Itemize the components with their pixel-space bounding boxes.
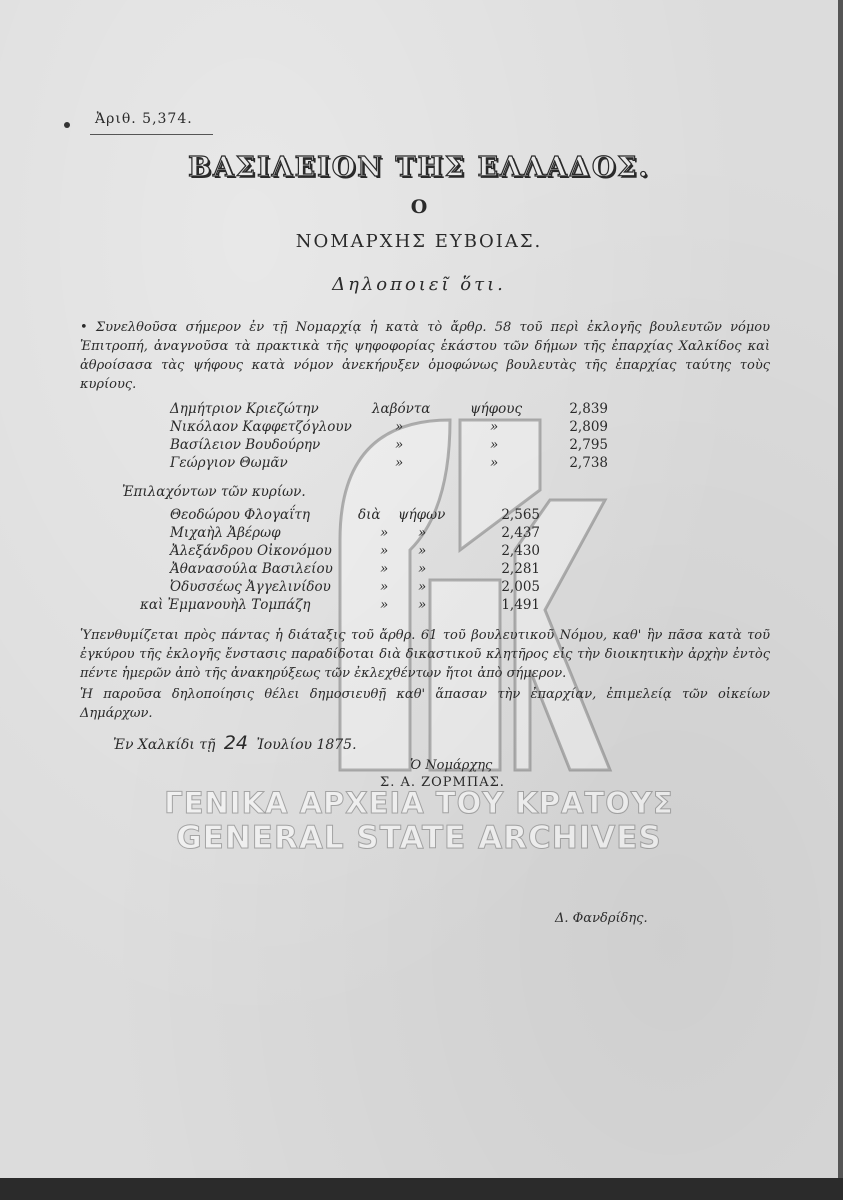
alternate-name: Ἀθανασούλα Βασιλείου: [170, 561, 333, 577]
watermark-english: GENERAL STATE ARCHIVES: [176, 820, 662, 856]
elected-received: »: [395, 419, 404, 435]
alternate-votes-label: »: [418, 543, 427, 559]
alternate-votes-label: ψήφων: [398, 507, 446, 523]
elected-name: Δημήτριον Κριεζώτην: [170, 401, 319, 417]
alternate-by: »: [380, 543, 389, 559]
alternate-votes: 2,437: [501, 525, 540, 541]
signatory-name: Σ. Α. ΖΟΡΜΠΑΣ.: [380, 775, 505, 790]
intro-paragraph: • Συνελθοῦσα σήμερον ἐν τῇ Νομαρχίᾳ ἡ κατὰ τὸ ἄρθρ. 58 τοῦ περὶ ἐκλογῆς βουλευτῶν νόμου Ἐπιτροπή, ἀναγνοῦσα τὰ πρακτικὰ τῆς ψηφοφορίας ἑκάστου τῶν δήμων τῆς ἐπαρχίας Χαλκίδος καὶ ἀθροίσασα τὰς ψήφους κατὰ νόμον ἀνεκήρυξεν ὁμοφώνως βουλευτὰς τῆς ἐπαρχίας ταύτης τοὺς κυρίους.: [80, 320, 770, 392]
alternate-by: »: [380, 579, 389, 595]
printer-name: Δ. Φανδρίδης.: [555, 911, 648, 926]
place-prefix: Ἐν Χαλκίδι τῇ: [113, 737, 216, 753]
bullet-dot: [64, 122, 70, 128]
alternate-votes: 2,430: [501, 543, 540, 559]
alternate-by: »: [380, 525, 389, 541]
alternate-votes: 1,491: [501, 597, 540, 613]
alternate-name: Θεοδώρου Φλογαΐτη: [170, 507, 310, 523]
elected-votes-label: »: [490, 419, 499, 435]
place-suffix: Ἰουλίου 1875.: [256, 737, 357, 753]
alternate-by: »: [380, 597, 389, 613]
alternate-votes-label: »: [418, 561, 427, 577]
place-date: [113, 732, 357, 754]
alternate-votes: 2,281: [501, 561, 540, 577]
elected-votes: 2,839: [569, 401, 608, 417]
alternate-name: Ὀδυσσέως Ἀγγελινίδου: [170, 579, 331, 595]
elected-votes: 2,809: [569, 419, 608, 435]
elected-name: Νικόλαον Καφφετζόγλουν: [170, 419, 352, 435]
alternates-heading: Ἐπιλαχόντων τῶν κυρίων.: [122, 484, 306, 500]
elected-votes: 2,795: [569, 437, 608, 453]
elected-received: »: [395, 455, 404, 471]
kingdom-heading: ΒΑΣΙΛΕΙΟΝ ΤΗΣ ΕΛΛΑΔΟΣ.: [188, 152, 650, 183]
alternate-votes: 2,005: [501, 579, 540, 595]
scan-edge-right: [838, 0, 843, 1200]
alternate-by: διὰ: [358, 507, 381, 523]
scan-edge-bottom: [0, 1178, 843, 1200]
elected-votes-label: »: [490, 437, 499, 453]
declares-heading: Δηλοποιεῖ ὅτι.: [332, 274, 506, 295]
publication-paragraph: Ἡ παροῦσα δηλοποίησις θέλει δημοσιευθῇ καθ' ἅπασαν τὴν ἐπαρχίαν, ἐπιμελείᾳ τῶν οἰκείων Δημάρχων.: [80, 687, 770, 721]
signatory-title: Ὁ Νομάρχης: [410, 758, 493, 773]
elected-votes-label: ψήφους: [470, 401, 523, 417]
alternate-votes-label: »: [418, 525, 427, 541]
alternate-votes-label: »: [418, 597, 427, 613]
reference-underline: [90, 134, 213, 135]
alternate-votes-label: »: [418, 579, 427, 595]
alternate-name: καὶ Ἐμμανουὴλ Τομπάζη: [140, 597, 311, 613]
reference-number: Ἀριθ. 5,374.: [95, 111, 193, 127]
elected-received: λαβόντα: [372, 401, 431, 417]
elected-votes-label: »: [490, 455, 499, 471]
elected-name: Γεώργιον Θωμᾶν: [170, 455, 288, 471]
elected-votes: 2,738: [569, 455, 608, 471]
alternate-name: Μιχαὴλ Ἀβέρωφ: [170, 525, 281, 541]
alternate-votes: 2,565: [501, 507, 540, 523]
elected-received: »: [395, 437, 404, 453]
watermark-greek: ΓΕΝΙΚΑ ΑΡΧΕΙΑ ΤΟΥ ΚΡΑΤΟΥΣ: [164, 786, 674, 820]
alternate-name: Ἀλεξάνδρου Οἰκονόμου: [170, 543, 332, 559]
elected-name: Βασίλειον Βουδούρην: [170, 437, 321, 453]
article-heading: Ο: [410, 196, 428, 218]
alternate-by: »: [380, 561, 389, 577]
authority-heading: ΝΟΜΑΡΧΗΣ ΕΥΒΟΙΑΣ.: [295, 231, 543, 252]
handwritten-day: 24: [223, 732, 249, 754]
reminder-paragraph: Ὑπενθυμίζεται πρὸς πάντας ἡ διάταξις τοῦ ἄρθρ. 61 τοῦ βουλευτικοῦ Νόμου, καθ' ἣν πᾶσα κατὰ τοῦ ἐγκύρου τῆς ἐκλογῆς ἔνστασις παραδίδοται διὰ δικαστικοῦ κλητῆρος εἰς τὴν διοικητικὴν ἀρχὴν ἐντὸς πέντε ἡμερῶν ἀπὸ τῆς ἀνακηρύξεως τῶν ἐκλεχθέντων ἤτοι ἀπὸ σήμερον.: [80, 628, 770, 681]
